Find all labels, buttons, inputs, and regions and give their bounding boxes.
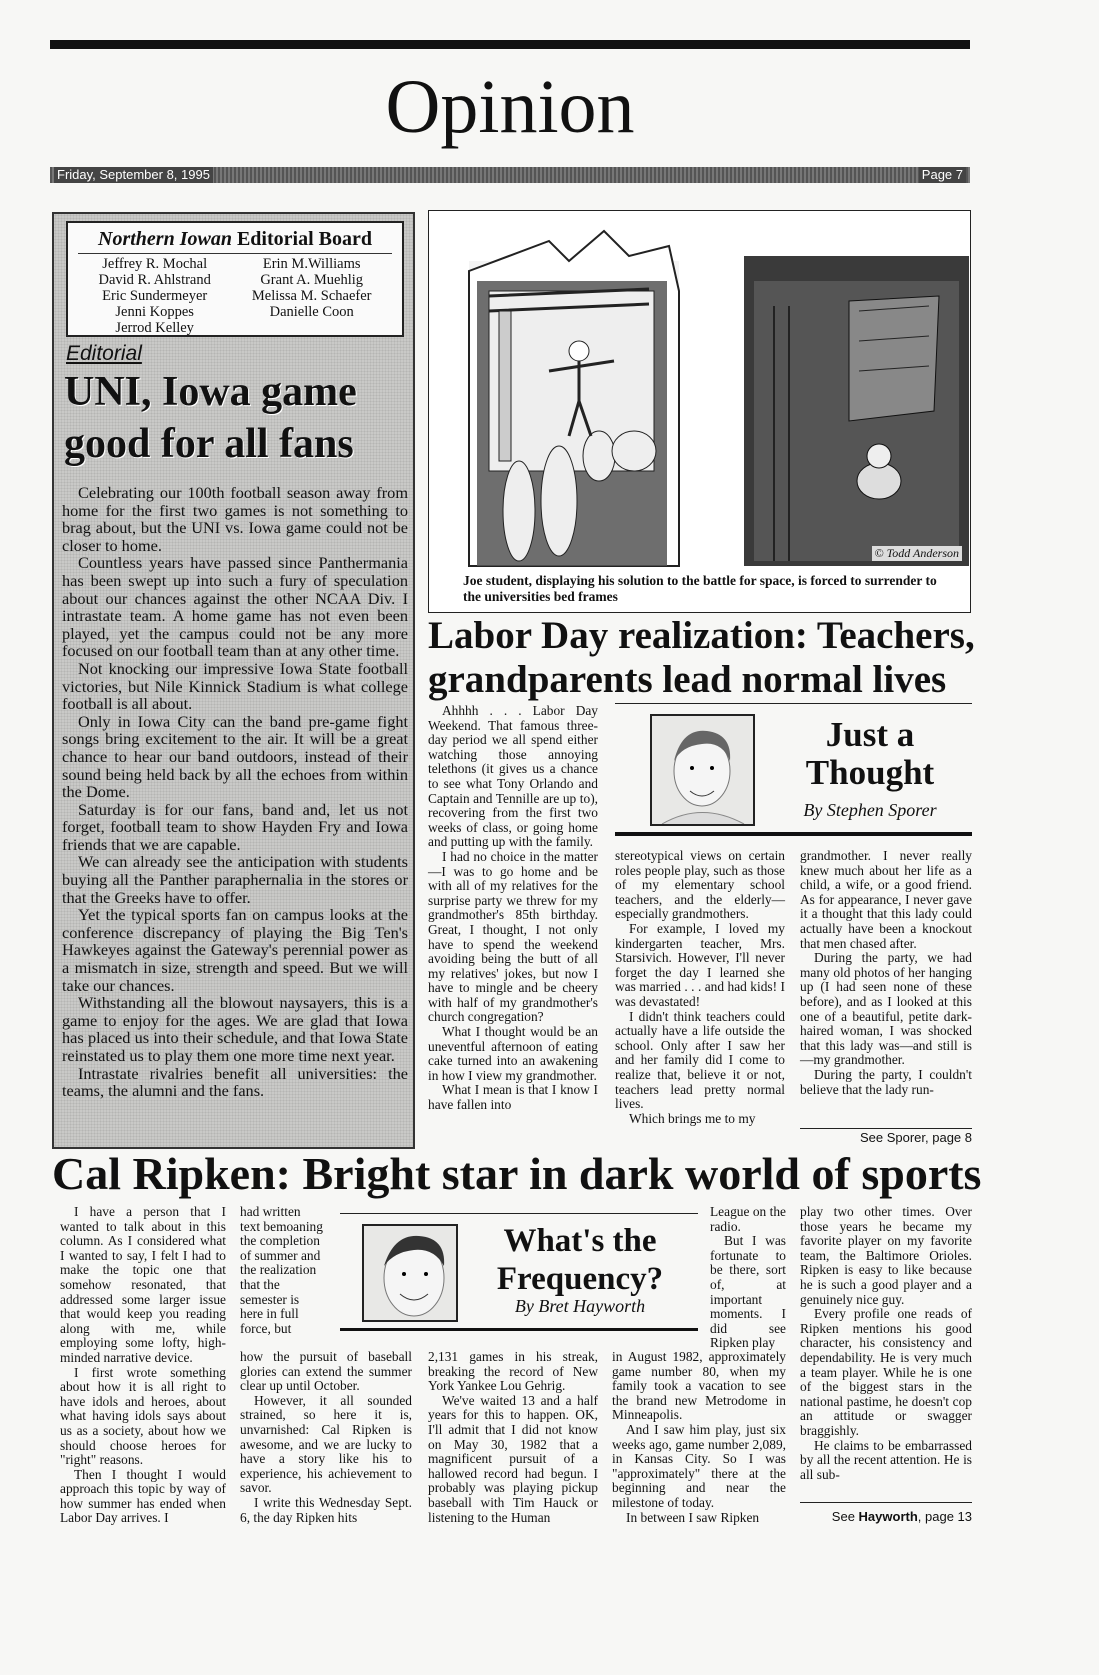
paragraph: grandmother. I never really knew much about her life as a child, a wife, or a good friend. As for appearance, I never gave it a thought that this lady could actually have been a knockout that men chased after. xyxy=(800,848,972,951)
just-a-thought-header xyxy=(615,703,972,836)
ripken-column-1 xyxy=(60,1205,226,1526)
ripken-column-3 xyxy=(428,1350,598,1525)
labor-day-column-3 xyxy=(800,849,972,1097)
paragraph: He claims to be embarrassed by all the recent attention. He is all sub- xyxy=(800,1437,972,1482)
jump-suffix: , page 13 xyxy=(917,1509,972,1524)
board-member: Eric Sundermeyer xyxy=(102,288,208,304)
paragraph: During the party, we had many old photos of her hanging up (I had seen none of these before), and as I looked at this one of a beautiful, petite dark-haired woman, I was shocked that this lady was—and still is—my grandmother. xyxy=(800,950,972,1068)
jump-prefix: See xyxy=(831,1509,859,1524)
cartoon-caption: Joe student, displaying his solution to the battle for space, is forced to surrender to the universities bed frames xyxy=(463,573,937,604)
paragraph: I had no choice in the matter—I was to go home and be with all of my relatives for the surprise party we threw for my grandmother's 85th birthday. Great, I thought, I not only have to spend the weekend avoiding being the butt of all my relatives' jokes, but now I have to mingle and be cheery with half of my grandmother's church congregation? xyxy=(428,848,598,1025)
editorial-panel xyxy=(52,212,415,1149)
author-photo-hayworth xyxy=(362,1224,458,1322)
paragraph: But I was fortunate to be there, sort of, at important moments. I did see Ripken play xyxy=(710,1233,786,1351)
cartoonist-signature: © Todd Anderson xyxy=(872,546,962,561)
editorial-board-title xyxy=(78,227,392,254)
jump-line-hayworth xyxy=(800,1502,972,1524)
board-member: Melissa M. Schaefer xyxy=(251,288,372,304)
paragraph: I write this Wednesday Sept. 6, the day Ripken hits xyxy=(240,1494,412,1525)
paragraph: stereotypical views on certain roles people play, such as those of my elementary school teachers, and the elderly—especially grandmothers. xyxy=(615,848,785,922)
portrait-icon xyxy=(364,1226,456,1320)
paragraph: We've waited 13 and a half years for this to happen. OK, I'll admit that I did not know on May 30, 1982 that a magnificent pursuit of a hallowed record had begun. I probably was playing pickup baseball with Tim Hauck or listening to the Human xyxy=(428,1392,598,1525)
paragraph: For example, I loved my kindergarten teacher, Mrs. Starsivich. However, I'll never forget the day I learned she was married . . . and had kids! I was devastated! xyxy=(615,920,785,1009)
ripken-column-5 xyxy=(800,1205,972,1482)
top-rule xyxy=(50,40,970,49)
jump-name: Hayworth xyxy=(858,1509,918,1524)
editorial-board-box xyxy=(66,221,404,337)
paragraph: Then I thought I would approach this topic by way of how summer has ended when Labor Day arrives. I xyxy=(60,1466,226,1526)
byline: By Stephen Sporer xyxy=(803,800,937,820)
ripken-headline: Cal Ripken: Bright star in dark world of sports xyxy=(52,1148,982,1199)
editorial-label: Editorial xyxy=(66,342,142,365)
board-member: Jenni Koppes xyxy=(115,304,194,320)
paragraph: During the party, I couldn't believe that the lady run- xyxy=(800,1066,972,1097)
paragraph: I first wrote something about how it is all right to have idols and heroes, about what having idols says about us as a society, about how we should choose heroes for "right" reasons. xyxy=(60,1364,226,1468)
board-member: Grant A. Muehlig xyxy=(260,272,364,288)
paragraph: I didn't think teachers could actually have a life outside the school. Only after I saw her and her family did I come to realize that, believe it or not, teachers lead pretty normal lives. xyxy=(615,1008,785,1112)
paragraph: I have a person that I wanted to talk about in this column. As I considered what I wanted to say, I felt I had to make the topic one that somehow resonated, that addressed some larger issue that would keep you reading along with me, while employing some lofty, high-minded narrative device. xyxy=(60,1204,226,1365)
paragraph: League on the radio. xyxy=(710,1204,786,1234)
paragraph: Countless years have passed since Panthermania has been swept up into such a fury of speculation about our chances against the other NCAA Div. I intrastate team. A home game has not even been played, yet the campus could not be any more focused on our football team than at any other time. xyxy=(62,553,408,661)
jump-line-sporer: See Sporer, page 8 xyxy=(800,1128,972,1145)
board-member: Jerrod Kelley xyxy=(115,320,194,336)
editorial-headline: UNI, Iowa game good for all fans xyxy=(64,369,357,467)
paragraph: how the pursuit of baseball glories can extend the summer clear up until October. xyxy=(240,1349,412,1394)
editorial-cartoon xyxy=(428,210,971,613)
portrait-icon xyxy=(652,716,753,824)
labor-day-column-2 xyxy=(615,849,785,1126)
paragraph: We can already see the anticipation with students buying all the Panther paraphernalia in the stores or that the Greeks have to offer. xyxy=(62,852,408,907)
board-names-left xyxy=(99,256,211,336)
paragraph: Yet the typical sports fan on campus looks at the conference discrepancy of playing the Big Ten's Hawkeyes against the Gateway's perennial power as a mismatch in size, strength and speed. But we will take our chances. xyxy=(62,905,408,995)
column-title: Just a Thought xyxy=(805,715,935,792)
board-member: Jeffrey R. Mochal xyxy=(102,256,208,272)
paragraph: And I saw him play, just six weeks ago, game number 2,089, in Kansas City. So I was "approximately" there at the beginning and near the milestone of today. xyxy=(612,1421,786,1510)
paragraph: play two other times. Over those years he became my favorite player on my favorite team, the Baltimore Orioles. Ripken is easy to like because he is such a good player and a genuinely nice guy. xyxy=(800,1204,972,1307)
paragraph: 2,131 games in his streak, breaking the record of New York Yankee Lou Gehrig. xyxy=(428,1349,598,1394)
board-label: Editorial Board xyxy=(231,228,372,250)
whats-the-frequency-header xyxy=(340,1213,698,1331)
paragraph: What I mean is that I know I have fallen into xyxy=(428,1082,598,1113)
paragraph: Withstanding all the blowout naysayers, this is a game to enjoy for the ages. We are glad that Iowa has placed us into their schedule, and that Iowa State reinstated us to play them one more time next year. xyxy=(62,993,408,1065)
paragraph: in August 1982, approximately game number 80, when my family took a vacation to see the brand new Metrodome in Minneapolis. xyxy=(612,1349,786,1423)
author-photo-sporer xyxy=(650,714,755,826)
cartoon-drawing xyxy=(429,211,970,571)
issue-date: Friday, September 8, 1995 xyxy=(54,167,213,183)
page-number: Page 7 xyxy=(919,167,966,183)
date-bar xyxy=(50,167,970,183)
paragraph: Saturday is for our fans, band and, let us not forget, football team to show Hayden Fry and Iowa friends that we are capable. xyxy=(62,799,408,854)
paragraph: However, it all sounded strained, so here it is, unvarnished: Cal Ripken is awesome, and we are lucky to have a story like his to experience, his achievement to savor. xyxy=(240,1392,412,1496)
paragraph: Intrastate rivalries benefit all universities: the teams, the alumni and the fans. xyxy=(62,1063,408,1101)
paragraph: had written text bemoaning the completion of summer and the realization that the semester is here in full force, but xyxy=(240,1204,323,1336)
section-title: Opinion xyxy=(385,65,635,149)
paragraph: Ahhhh . . . Labor Day Weekend. That famous three-day period we all spend either watching those annoying telethons (it gives us a chance to see what Tony Orlando and Captain and Tennille are up to), recovering from the first two weeks of class, or going home and putting up with the family. xyxy=(428,703,598,850)
ripken-column-2 xyxy=(240,1350,412,1525)
paragraph: In between I saw Ripken xyxy=(626,1509,760,1525)
board-member: David R. Ahlstrand xyxy=(98,272,211,288)
labor-day-column-1 xyxy=(428,704,598,1113)
byline: By Bret Hayworth xyxy=(514,1296,646,1316)
paragraph: Not knocking our impressive Iowa State football victories, but Nile Kinnick Stadium is what college football is all about. xyxy=(62,658,408,714)
labor-day-headline: Labor Day realization: Teachers, grandparents lead normal lives xyxy=(428,614,975,701)
ripken-column-4-narrow xyxy=(710,1205,786,1351)
board-member: Erin M.Williams xyxy=(262,256,361,272)
ripken-column-2-narrow xyxy=(240,1205,324,1336)
column-title: What's the Frequency? xyxy=(496,1223,664,1297)
editorial-body xyxy=(62,484,408,1100)
paragraph: Celebrating our 100th football season away from home for the first two games is not something to brag about, but the UNI vs. Iowa game could not be closer to home. xyxy=(62,483,408,555)
paragraph: Only in Iowa City can the band pre-game fight songs bring excitement to the air. It will be a great chance to hear our band outdoors, instead of their sound being held back by all the echoes from within the Dome. xyxy=(62,711,408,802)
paper-name: Northern Iowan xyxy=(98,228,232,250)
paragraph: What I thought would be an uneventful afternoon of eating cake turned into an awakening in how I view my grandmother. xyxy=(428,1024,598,1083)
ripken-column-4 xyxy=(612,1350,786,1525)
board-names-right xyxy=(252,256,372,336)
paragraph: Every profile one reads of Ripken mentions his good character, his consistency and dependability. He is very much a team player. While he is one of the biggest stars in the national pastime, he doesn't cop an attitude or swagger braggishly. xyxy=(800,1306,972,1438)
paragraph: Which brings me to my xyxy=(629,1110,756,1126)
board-member: Danielle Coon xyxy=(269,304,354,320)
